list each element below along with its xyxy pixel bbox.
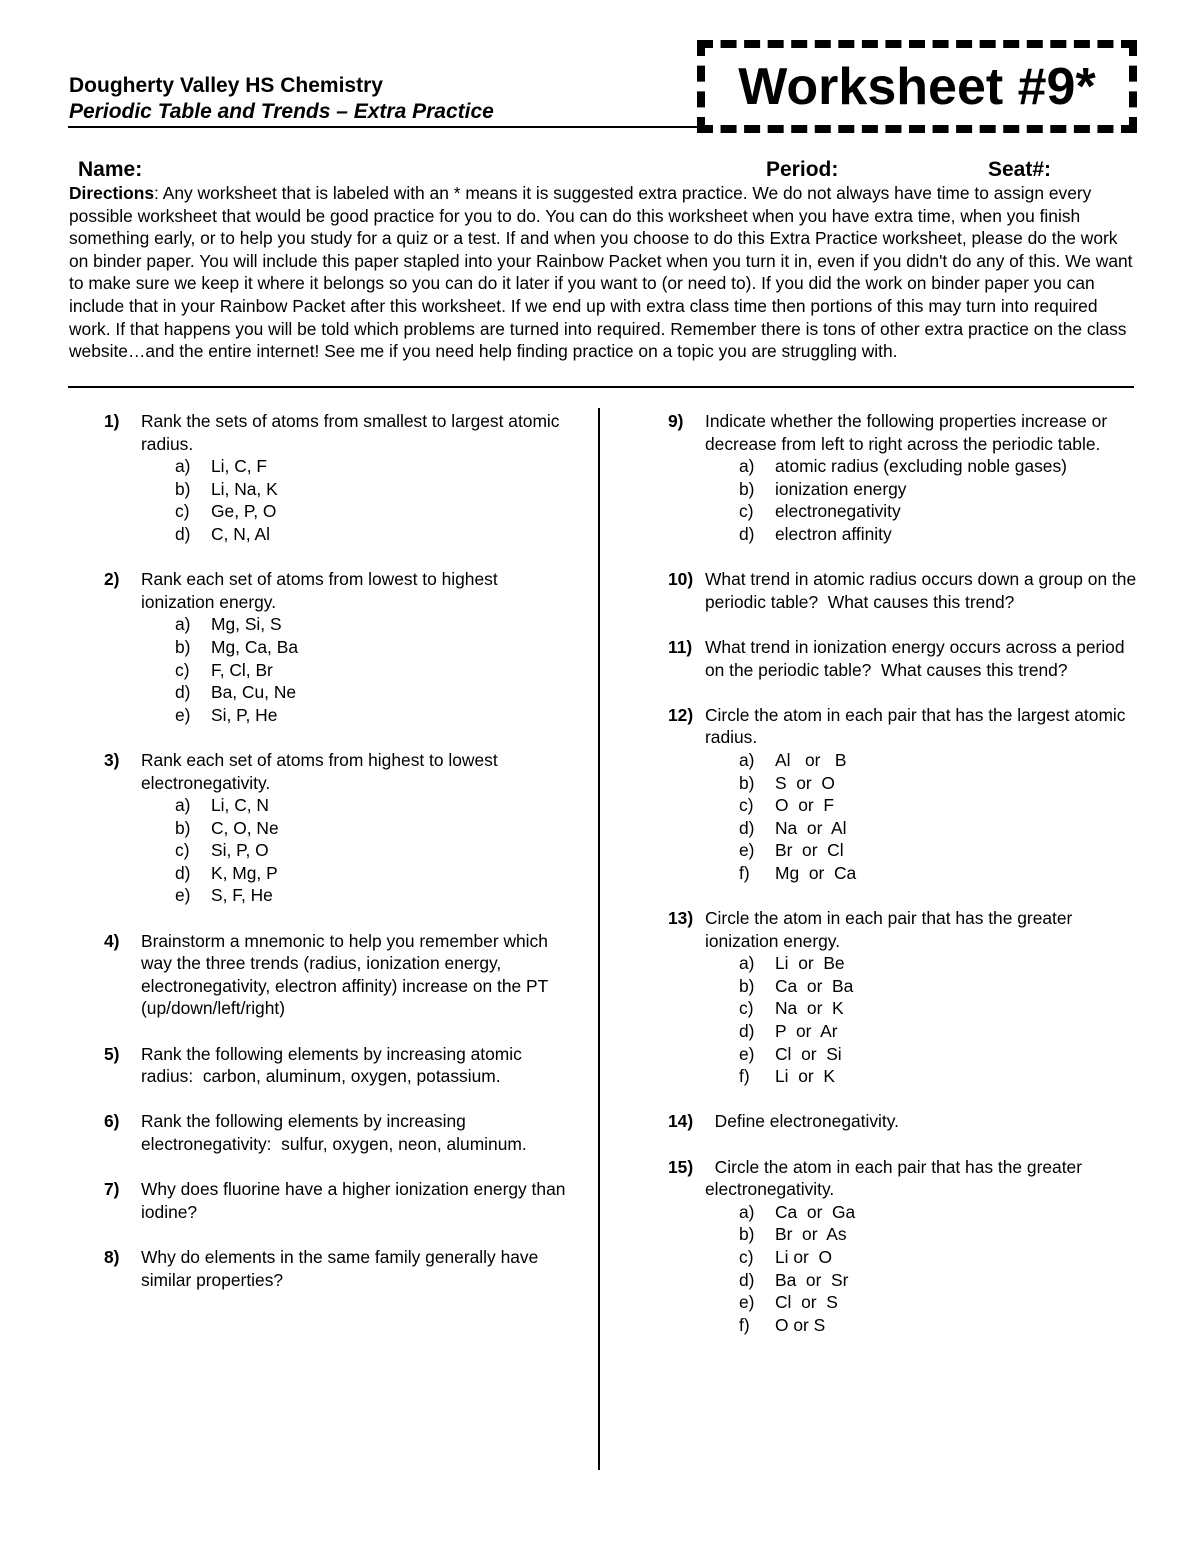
sub-item [141, 523, 574, 546]
sub-item-letter: d) [739, 1269, 755, 1290]
sub-item [705, 1223, 1143, 1246]
sub-item-letter: b) [175, 817, 191, 838]
sub-item-letter: d) [175, 862, 191, 883]
sub-item [705, 455, 1143, 478]
sub-item-text: C, O, Ne [211, 817, 279, 838]
sub-item-letter: b) [739, 975, 755, 996]
sub-item-text: Br or As [775, 1224, 847, 1245]
worksheet-subtitle: Periodic Table and Trends – Extra Practice [69, 100, 494, 123]
sub-item-text: F, Cl, Br [211, 659, 273, 680]
sub-item [705, 1020, 1143, 1043]
sub-item-letter: c) [739, 501, 754, 522]
sub-item-text: Cl or S [775, 1292, 838, 1313]
sub-item [141, 455, 574, 478]
question-number: 5) [104, 1043, 120, 1064]
sub-item-text: Li or Be [775, 953, 845, 974]
column-divider [598, 408, 600, 1470]
question-number: 2) [104, 569, 120, 590]
question [104, 1110, 574, 1155]
sub-item-text: Ge, P, O [211, 501, 277, 522]
sub-item-text: Cl or Si [775, 1043, 842, 1064]
sub-item [705, 839, 1143, 862]
sub-item-letter: d) [175, 682, 191, 703]
sub-item-text: Na or K [775, 998, 844, 1019]
sub-item-letter: e) [739, 840, 755, 861]
question-number: 1) [104, 411, 120, 431]
sub-item-text: Li, Na, K [211, 478, 278, 499]
sub-item-letter: f) [739, 862, 750, 883]
question [104, 1246, 574, 1291]
question-text: Define electronegativity. [705, 1111, 899, 1132]
directions-text: : Any worksheet that is labeled with an * means it is suggested extra practice. We do not always have time to assign every possible worksheet that would be good practice for you to do. You can do this worksheet when you have extra time, when you finish something early, or to help you study for a quiz or a test. If and when you choose to do this Extra Practice worksheet, please do the work on binder paper. You will include this paper stapled into your Rainbow Packet when you turn it in, even if you didn't do any of this. We want to make sure we keep it where it belongs so you can do it later if you want to (or need to). If you did the work on binder paper you can include that in your Rainbow Packet after this worksheet. If we end up with extra class time then portions of this may turn into required work. If that happens you will be told which problems are turned into required. Remember there is tons of other extra practice on the class website…and the entire internet! See me if you need help finding practice on a topic you are struggling with. [69, 183, 1133, 362]
sub-item-text: electron affinity [775, 523, 892, 544]
sub-item-letter: a) [739, 749, 755, 770]
question [104, 749, 574, 907]
sub-item [705, 817, 1143, 840]
sub-item-letter: a) [739, 1201, 755, 1222]
question [668, 568, 1143, 613]
sub-item-letter: c) [175, 659, 190, 680]
question [104, 1178, 574, 1223]
question-text: Circle the atom in each pair that has the largest atomic radius. [705, 704, 1131, 748]
sub-item-text: Mg, Ca, Ba [211, 636, 298, 657]
period-label: Period: [766, 158, 839, 181]
sub-item [141, 500, 574, 523]
question-text: Why does fluorine have a higher ionization energy than iodine? [141, 1179, 571, 1222]
sub-item-letter: c) [739, 1246, 754, 1267]
question [668, 410, 1143, 546]
sub-item [141, 613, 574, 636]
question-text: Indicate whether the following properties increase or decrease from left to right across the periodic table. [705, 411, 1112, 454]
question-number: 9) [668, 411, 684, 431]
sub-item-text: O or S [775, 1314, 826, 1335]
sub-item-text: Li, C, F [211, 456, 268, 477]
sub-item-letter: b) [739, 772, 755, 793]
sub-item [141, 794, 574, 817]
sub-item-letter: b) [739, 1224, 755, 1245]
sub-item-letter: c) [175, 501, 190, 522]
question-text: Rank the sets of atoms from smallest to largest atomic radius. [141, 411, 565, 454]
question-number: 15) [668, 1156, 694, 1177]
sub-item [705, 1246, 1143, 1269]
directions [69, 182, 1139, 363]
sub-item-text: Na or Al [775, 817, 847, 838]
sub-item-text: Ba or Sr [775, 1269, 849, 1290]
sub-item [705, 1043, 1143, 1066]
sub-item-text: Li or O [775, 1246, 833, 1267]
sub-item [141, 704, 574, 727]
sub-item-letter: e) [739, 1043, 755, 1064]
sub-item-letter: d) [739, 817, 755, 838]
question [104, 1043, 574, 1088]
sub-item [705, 1065, 1143, 1088]
sub-item-text: Mg or Ca [775, 862, 857, 883]
sub-item [705, 772, 1143, 795]
sub-item-text: atomic radius (excluding noble gases) [775, 456, 1067, 477]
sub-item [705, 1269, 1143, 1292]
question [668, 1110, 1143, 1133]
question [668, 1156, 1143, 1337]
question-text: Brainstorm a mnemonic to help you remember which way the three trends (radius, ionization energy, electronegativity, electron affinity) increase on the PT (up/down/left/right) [141, 930, 553, 1019]
sub-item-text: Ba, Cu, Ne [211, 682, 297, 703]
sub-item [705, 1201, 1143, 1224]
sub-item-text: S, F, He [211, 885, 273, 906]
directions-rule [68, 386, 1134, 388]
sub-item [141, 681, 574, 704]
sub-item-letter: c) [175, 840, 190, 861]
sub-item-letter: d) [175, 523, 191, 544]
question-text: Rank each set of atoms from lowest to highest ionization energy. [141, 569, 503, 612]
sub-item-text: S or O [775, 772, 835, 793]
question [104, 410, 574, 546]
sub-item [705, 1314, 1143, 1337]
name-label: Name: [78, 158, 143, 181]
sub-item [705, 523, 1143, 546]
sub-item [705, 975, 1143, 998]
sub-item-text: C, N, Al [211, 523, 270, 544]
question-number: 13) [668, 908, 694, 929]
question [668, 704, 1143, 885]
sub-item-text: P or Ar [775, 1021, 838, 1042]
question-number: 10) [668, 569, 694, 590]
sub-item-letter: d) [739, 523, 755, 544]
school-name: Dougherty Valley HS Chemistry [69, 74, 383, 97]
sub-item [705, 997, 1143, 1020]
sub-item-letter: d) [739, 1021, 755, 1042]
question-text: What trend in atomic radius occurs down a group on the periodic table? What causes this trend? [705, 569, 1141, 612]
sub-item-text: K, Mg, P [211, 862, 278, 883]
sub-item-text: Li or K [775, 1066, 835, 1087]
question-number: 14) [668, 1111, 694, 1132]
sub-item [141, 862, 574, 885]
sub-item-text: Ca or Ba [775, 975, 854, 996]
question [104, 930, 574, 1020]
left-question-column [104, 410, 574, 1314]
sub-item-letter: b) [175, 636, 191, 657]
sub-item-letter: a) [739, 953, 755, 974]
question [104, 568, 574, 726]
question-number: 7) [104, 1179, 120, 1200]
sub-item [705, 500, 1143, 523]
sub-item-letter: a) [175, 614, 191, 635]
sub-item-text: Al or B [775, 749, 847, 770]
sub-item-letter: b) [175, 478, 191, 499]
sub-item [141, 839, 574, 862]
sub-item [705, 794, 1143, 817]
sub-item-text: Li, C, N [211, 795, 269, 816]
sub-item-letter: f) [739, 1066, 750, 1087]
sub-item-letter: b) [739, 478, 755, 499]
directions-label: Directions [69, 183, 155, 203]
question [668, 636, 1143, 681]
sub-item-letter: a) [175, 456, 191, 477]
sub-item-text: electronegativity [775, 501, 901, 522]
question-text: Why do elements in the same family generally have similar properties? [141, 1246, 544, 1290]
seat-label: Seat#: [988, 158, 1052, 181]
sub-item [141, 817, 574, 840]
question-number: 3) [104, 749, 120, 770]
sub-item [141, 884, 574, 907]
sub-item-letter: e) [175, 704, 191, 725]
question-number: 8) [104, 1246, 120, 1267]
header-rule [68, 126, 700, 128]
sub-item [141, 478, 574, 501]
sub-item-letter: f) [739, 1314, 750, 1335]
question-text: Rank each set of atoms from highest to lowest electronegativity. [141, 749, 503, 793]
worksheet-title: Worksheet #9* [738, 57, 1096, 116]
sub-item-letter: e) [175, 885, 191, 906]
sub-item-letter: e) [739, 1292, 755, 1313]
sub-item-letter: c) [739, 795, 754, 816]
sub-item-letter: c) [739, 998, 754, 1019]
question-number: 11) [668, 636, 693, 657]
question-number: 6) [104, 1111, 120, 1132]
question-text: Circle the atom in each pair that has the greater ionization energy. [705, 908, 1078, 951]
question-number: 12) [668, 704, 694, 725]
sub-item [141, 659, 574, 682]
sub-item-text: Br or Cl [775, 840, 844, 861]
sub-item [705, 1291, 1143, 1314]
question-text: Rank the following elements by increasing atomic radius: carbon, aluminum, oxygen, potassium. [141, 1043, 527, 1087]
sub-item-letter: a) [175, 795, 191, 816]
sub-item [705, 862, 1143, 885]
sub-item-letter: a) [739, 456, 755, 477]
sub-item-text: Ca or Ga [775, 1201, 856, 1222]
sub-item-text: Si, P, He [211, 704, 278, 725]
sub-item [705, 478, 1143, 501]
worksheet-title-box [697, 40, 1137, 133]
sub-item-text: O or F [775, 795, 834, 816]
sub-item-text: ionization energy [775, 478, 907, 499]
sub-item [705, 749, 1143, 772]
sub-item-text: Mg, Si, S [211, 614, 282, 635]
question-text: Rank the following elements by increasing electronegativity: sulfur, oxygen, neon, aluminum. [141, 1111, 527, 1154]
right-question-column [668, 410, 1143, 1359]
sub-item [141, 636, 574, 659]
question [668, 907, 1143, 1088]
question-text: Circle the atom in each pair that has the greater electronegativity. [705, 1156, 1087, 1200]
question-text: What trend in ionization energy occurs across a period on the periodic table? What causes this trend? [705, 636, 1130, 680]
sub-item [705, 952, 1143, 975]
question-number: 4) [104, 930, 120, 951]
sub-item-text: Si, P, O [211, 840, 269, 861]
